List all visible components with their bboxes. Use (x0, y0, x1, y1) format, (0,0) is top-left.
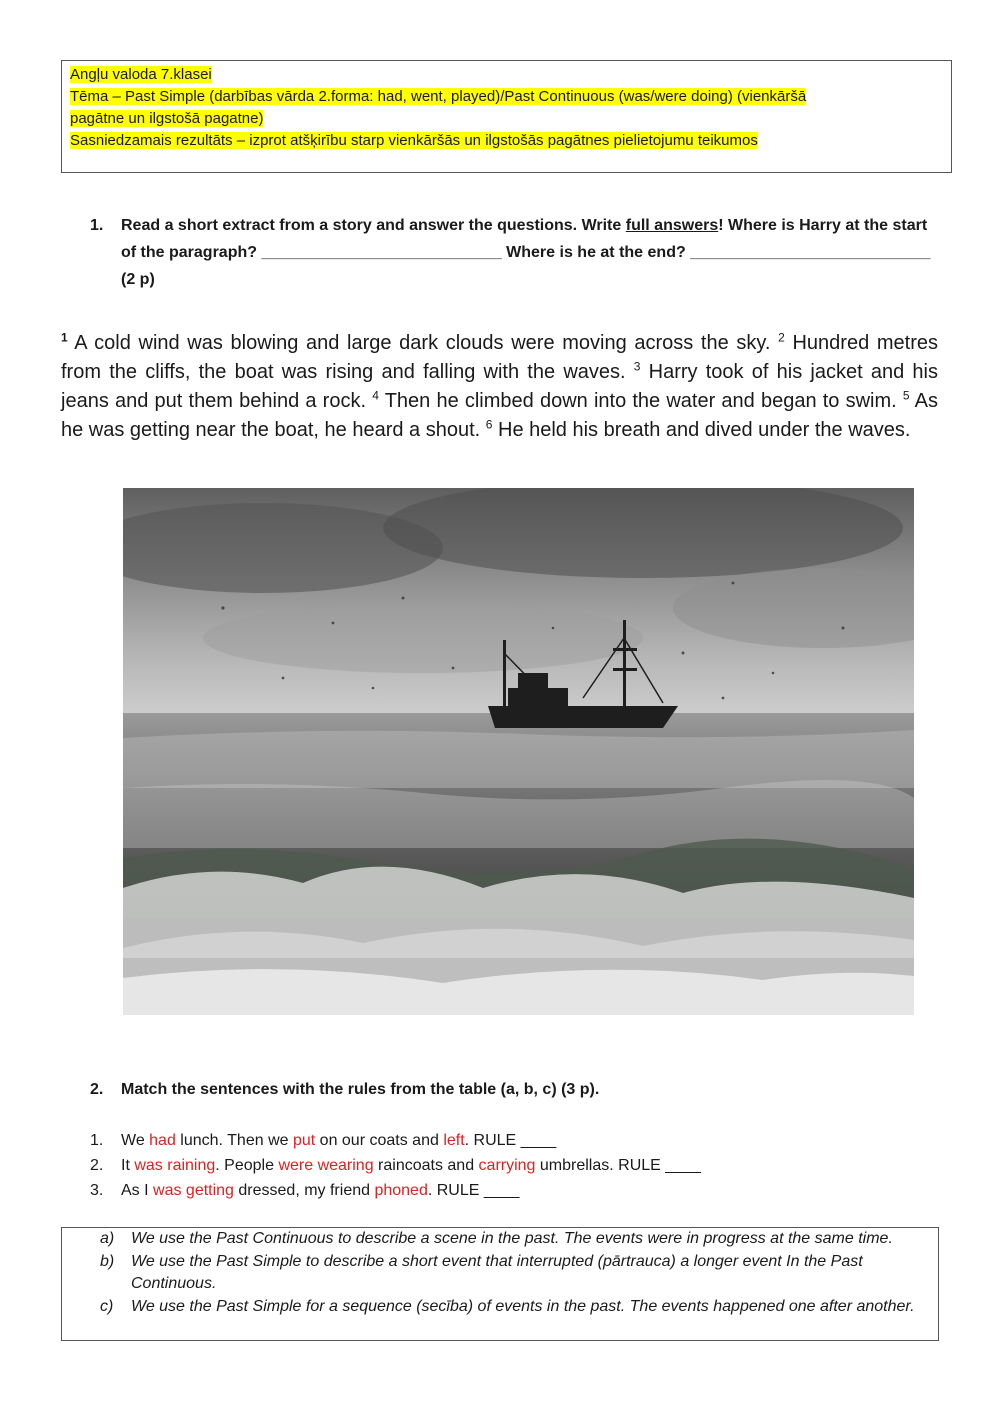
fishing-boat-photo (123, 488, 914, 1015)
sentence-1: 1. We had lunch. Then we put on our coats and left. RULE ____ (90, 1132, 557, 1149)
sentence-list (90, 1128, 940, 1203)
header-subject: Angļu valoda 7.klasei (70, 66, 212, 83)
sea-boat-illustration (123, 488, 914, 1015)
worksheet-header-box (61, 60, 952, 173)
header-topic: Tēma – Past Simple (darbības vārda 2.forma: had, went, played)/Past Continuous (was/were doing) (vienkāršā (70, 88, 807, 105)
header-learning-outcome: Sasniedzamais rezultāts – izprot atšķirību starp vienkāršās un ilgstošās pagātnes pielietojumu teikumos (70, 132, 758, 149)
rule-a: a) We use the Past Continuous to describe a scene in the past. The events were in progress at the same time. (100, 1230, 893, 1247)
rule-c: c) We use the Past Simple for a sequence (secība) of events in the past. The events happened one after another. (100, 1297, 915, 1315)
task-2-number: 2. (90, 1081, 104, 1098)
task-1 (90, 212, 940, 293)
rules-table (61, 1227, 939, 1341)
task-1-number: 1. (90, 217, 104, 234)
rule-b: b) We use the Past Simple to describe a short event that interrupted (pārtrauca) a longer event In the Past Continuous. (100, 1252, 863, 1292)
task-2 (90, 1078, 940, 1102)
task-2-instructions: Match the sentences with the rules from the table (a, b, c) (3 p). (121, 1081, 600, 1098)
story-extract: $^1$ A cold wind was blowing and large dark clouds were moving across the sky. $^2$ Hundred metres from the cliffs, the boat was rising and falling with the waves. $^3$ Harry took of his jacket and his jeans and put them behind a rock. $^4$ Then he climbed down into the water and began to swim. $^5$ As he was getting near the boat, he heard a shout. $^6$ He held his breath and dived under the waves. (61, 330, 938, 441)
sentence-2: 2. It was raining. People were wearing raincoats and carrying umbrellas. RULE ____ (90, 1157, 701, 1174)
header-topic-cont: pagātne un ilgstošā pagatne) (70, 110, 264, 127)
full-answers-underlined: full answers (625, 217, 719, 234)
sentence-3: 3. As I was getting dressed, my friend phoned. RULE ____ (90, 1182, 520, 1199)
task-1-instructions: Read a short extract from a story and answer the questions. Write full answers! Where is Harry at the start of the paragraph? ___________________________ Where is he at the end? ___________________________ (2 p) (121, 217, 931, 288)
